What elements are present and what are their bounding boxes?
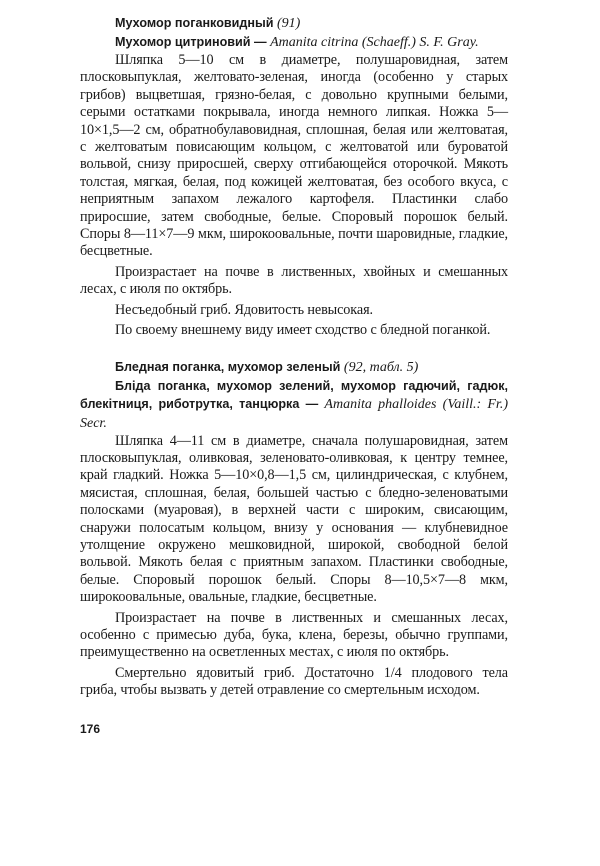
edibility-paragraph: Несъедобный гриб. Ядовитость невысокая.: [115, 301, 373, 318]
species-name: Бледная поганка, мухомор зеленый: [115, 359, 341, 374]
figure-reference: (91): [276, 16, 301, 31]
toxicity-paragraph: Смертельно ядовитый гриб. Достаточно 1/4 плодового тела гриба, чтобы вызвать у детей отравление со смертельным исходом.: [80, 664, 508, 699]
description-paragraph: Шляпка 5—10 см в диаметре, полушаровидная, затем плосковыпуклая, желтовато-зеленая, иногда (особенно у старых грибов) выцветшая, грязно-белая, с довольно крупными белыми, серыми остатками покрывала, иногда немного липкая. Ножка 5—10×1,5—2 см, обратнобулавовидная, сплошная, белая или желтоватая, с желтоватым повисающим кольцом, с желтоватой или буроватой вольвой, снизу приросшей, сверху отгибающейся оторочкой. Мякоть толстая, мягкая, белая, под кожицей желтоватая, без особого вкуса, с неприятным запахом лежалого картофеля. Пластинки слабо приросшие, затем свободные, белые. Споровый порошок белый. Споры 8—11×7—9 мкм, широкоовальные, почти шаровидные, гладкие, бесцветные.: [80, 52, 508, 260]
species-name: Мухомор поганковидный: [115, 16, 274, 30]
species-title: [115, 14, 508, 33]
figure-reference: (92, табл. 5): [343, 359, 419, 375]
habitat-paragraph: Произрастает на почве в лиственных и смешанных лесах, особенно с примесью дуба, бука, клена, березы, обычно группами, преимущественно на осветленных местах, с июля по октябрь.: [80, 609, 508, 661]
latin-name: Amanita citrina (Schaeff.) S. F. Gray.: [270, 35, 479, 50]
species-synonyms: [80, 33, 508, 52]
habitat-paragraph: Произрастает на почве в лиственных, хвойных и смешанных лесах, с июля по октябрь.: [80, 263, 508, 298]
page-body: [80, 14, 508, 718]
ukrainian-name: Мухомор цитриновий —: [115, 35, 267, 49]
species-entry-citrina: [80, 14, 508, 340]
ukrainian-name: Бліда поганка, мухомор зелений, мухомор гадючий, гадюк, блекітниця, риботрутка, танцюрка —: [80, 378, 508, 411]
species-title: [115, 358, 508, 377]
species-entry-phalloides: [80, 358, 508, 700]
species-synonyms: [80, 377, 508, 433]
similarity-paragraph: По своему внешнему виду имеет сходство с бледной поганкой.: [115, 322, 491, 339]
page-number: 176: [80, 722, 101, 736]
description-paragraph: Шляпка 4—11 см в диаметре, сначала полушаровидная, затем плосковыпуклая, оливковая, зеленовато-оливковая, к центру темнее, край гладкий. Ножка 5—10×0,8—1,5 см, цилиндрическая, с клубнем, мясистая, сплошная, белая, большей частью с бледно-зеленоватыми полосками (муаровая), в верхней части с широким, свисающим, снаружи полосатым кольцом, внизу у основания — клубневидное утолщение окружено мешковидной, широкой, свободной белой вольвой. Мякоть белая с приятным запахом. Пластинки свободные, белые. Споровый порошок белый. Споры 8—10,5×7—8 мкм, широкоовальные, овальные, гладкие, бесцветные.: [80, 432, 508, 606]
latin-name: Amanita phalloides (Vaill.: Fr.) Secr.: [80, 396, 508, 431]
